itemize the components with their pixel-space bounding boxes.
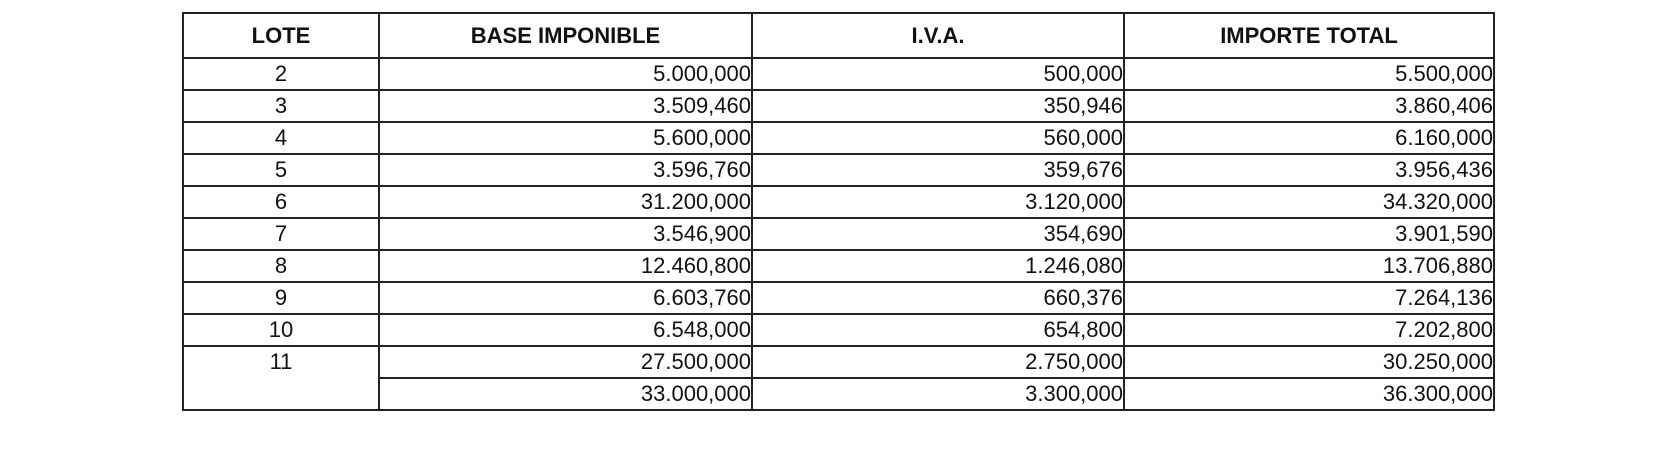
cell-iva: 654,800	[752, 314, 1124, 346]
table-row	[183, 154, 1494, 186]
cell-iva: 500,000	[752, 58, 1124, 90]
cell-importe-total: 3.901,590	[1124, 218, 1494, 250]
header-importe-total: IMPORTE TOTAL	[1124, 13, 1494, 58]
cell-base-imponible: 6.548,000	[379, 314, 752, 346]
table-row	[183, 58, 1494, 90]
cell-importe-total: 3.956,436	[1124, 154, 1494, 186]
cell-base-imponible: 5.600,000	[379, 122, 752, 154]
cell-base-imponible: 27.500,000	[379, 346, 752, 378]
table-row	[183, 282, 1494, 314]
cell-iva: 359,676	[752, 154, 1124, 186]
table-row	[183, 122, 1494, 154]
cell-importe-total: 3.860,406	[1124, 90, 1494, 122]
table-row	[183, 378, 1494, 410]
cell-importe-total: 34.320,000	[1124, 186, 1494, 218]
cell-lote: 11	[183, 346, 379, 410]
cell-base-imponible: 3.596,760	[379, 154, 752, 186]
cell-base-imponible: 5.000,000	[379, 58, 752, 90]
cell-iva: 660,376	[752, 282, 1124, 314]
cell-importe-total: 13.706,880	[1124, 250, 1494, 282]
header-base-imponible: BASE IMPONIBLE	[379, 13, 752, 58]
cell-base-imponible: 31.200,000	[379, 186, 752, 218]
cell-iva: 1.246,080	[752, 250, 1124, 282]
lots-table	[182, 12, 1495, 411]
cell-lote: 8	[183, 250, 379, 282]
table-row	[183, 186, 1494, 218]
cell-base-imponible: 33.000,000	[379, 378, 752, 410]
table-row	[183, 250, 1494, 282]
cell-iva: 354,690	[752, 218, 1124, 250]
cell-iva: 3.120,000	[752, 186, 1124, 218]
cell-base-imponible: 12.460,800	[379, 250, 752, 282]
cell-iva: 560,000	[752, 122, 1124, 154]
cell-base-imponible: 6.603,760	[379, 282, 752, 314]
cell-importe-total: 6.160,000	[1124, 122, 1494, 154]
cell-iva: 2.750,000	[752, 346, 1124, 378]
cell-lote: 5	[183, 154, 379, 186]
cell-lote: 9	[183, 282, 379, 314]
cell-importe-total: 36.300,000	[1124, 378, 1494, 410]
header-iva: I.V.A.	[752, 13, 1124, 58]
cell-importe-total: 7.202,800	[1124, 314, 1494, 346]
cell-lote: 10	[183, 314, 379, 346]
table-row	[183, 346, 1494, 378]
header-lote: LOTE	[183, 13, 379, 58]
cell-lote: 2	[183, 58, 379, 90]
cell-lote: 7	[183, 218, 379, 250]
header-row	[183, 13, 1494, 58]
cell-importe-total: 30.250,000	[1124, 346, 1494, 378]
cell-lote: 3	[183, 90, 379, 122]
cell-iva: 350,946	[752, 90, 1124, 122]
cell-base-imponible: 3.546,900	[379, 218, 752, 250]
table-row	[183, 90, 1494, 122]
cell-base-imponible: 3.509,460	[379, 90, 752, 122]
table-row	[183, 218, 1494, 250]
cell-lote: 4	[183, 122, 379, 154]
cell-lote: 6	[183, 186, 379, 218]
cell-importe-total: 7.264,136	[1124, 282, 1494, 314]
cell-iva: 3.300,000	[752, 378, 1124, 410]
cell-importe-total: 5.500,000	[1124, 58, 1494, 90]
table-row	[183, 314, 1494, 346]
